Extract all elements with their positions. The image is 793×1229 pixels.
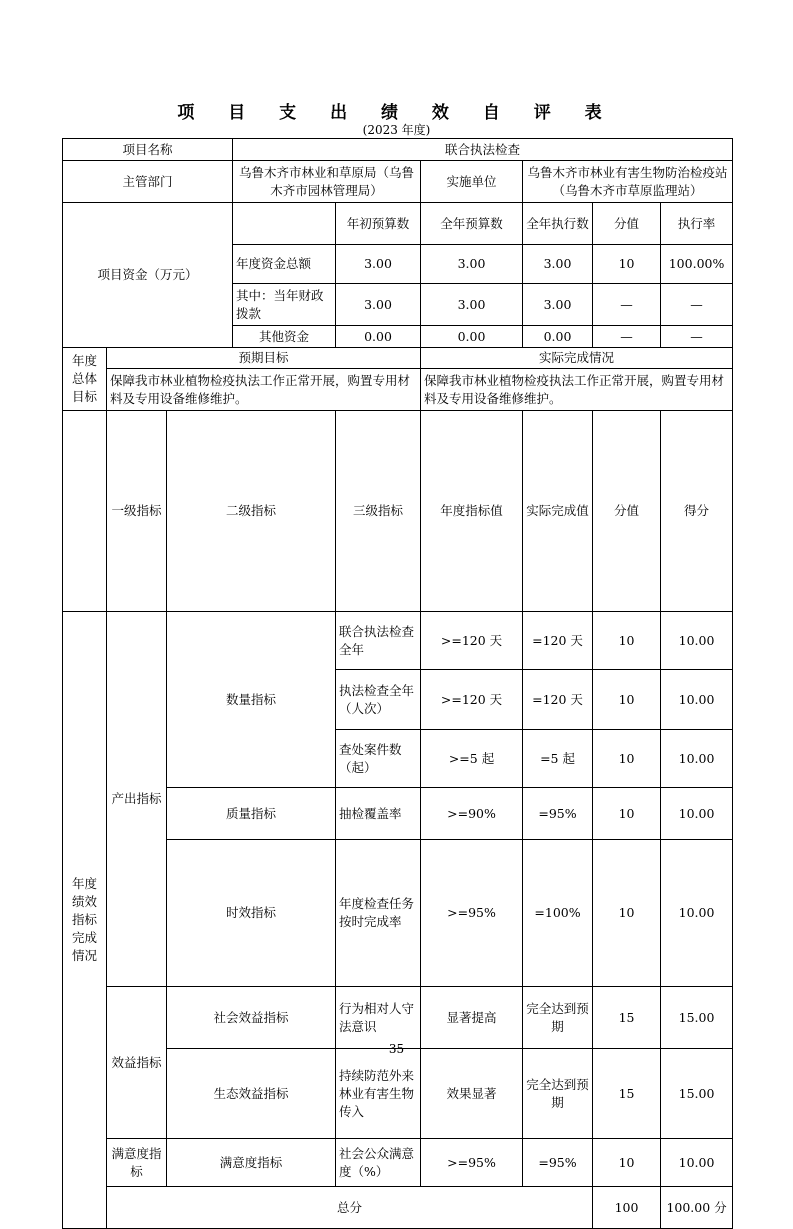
indicator-score: 15: [593, 987, 661, 1049]
indicator-target: 显著提高: [421, 987, 523, 1049]
indicator-score: 15: [593, 1049, 661, 1139]
indicator-actual: =120 天: [523, 670, 593, 730]
indicator-name: 持续防范外来林业有害生物传入: [336, 1049, 421, 1139]
indicator-name: 行为相对人守法意识: [336, 987, 421, 1049]
funds-header-blank: [233, 203, 336, 245]
funds-cell: 3.00: [421, 284, 523, 326]
indicator-actual: =120 天: [523, 612, 593, 670]
funds-header-cell: 全年预算数: [421, 203, 523, 245]
expected-goal-text: 保障我市林业植物检疫执法工作正常开展，购置专用材料及专用设备维修维护。: [107, 369, 421, 411]
page-title: 项 目 支 出 绩 效 自 评 表: [177, 103, 616, 123]
level2-satisfaction: 满意度指标: [167, 1139, 336, 1187]
indicator-got: 10.00: [661, 730, 733, 788]
indicator-got: 15.00: [661, 1049, 733, 1139]
indicator-score: 10: [593, 612, 661, 670]
dept-name: 乌鲁木齐市林业和草原局（乌鲁木齐市园林管理局）: [233, 161, 421, 203]
level1-benefit: 效益指标: [107, 987, 167, 1139]
indicator-got: 10.00: [661, 612, 733, 670]
funds-row-label: 其中：当年财政拨款: [233, 284, 336, 326]
level2-social: 社会效益指标: [167, 987, 336, 1049]
impl-unit-label: 实施单位: [421, 161, 523, 203]
funds-cell: 0.00: [421, 326, 523, 348]
indicator-header: 得分: [661, 411, 733, 612]
indicator-target: >=120 天: [421, 670, 523, 730]
actual-goal-text: 保障我市林业植物检疫执法工作正常开展，购置专用材料及专用设备维修维护。: [421, 369, 733, 411]
level1-output: 产出指标: [107, 612, 167, 987]
indicator-name: 年度检查任务按时完成率: [336, 840, 421, 987]
indicator-actual: =5 起: [523, 730, 593, 788]
impl-unit-name: 乌鲁木齐市林业有害生物防治检疫站（乌鲁木齐市草原监理站）: [523, 161, 733, 203]
page-subtitle: (2023 年度): [362, 123, 431, 137]
level2-quantity: 数量指标: [167, 612, 336, 788]
funds-cell: 3.00: [523, 245, 593, 284]
level1-satisfaction: 满意度指标: [107, 1139, 167, 1187]
total-label: 总分: [107, 1187, 593, 1229]
funds-cell: 3.00: [336, 245, 421, 284]
level2-ecology: 生态效益指标: [167, 1049, 336, 1139]
indicator-actual: =100%: [523, 840, 593, 987]
project-name: 联合执法检查: [233, 139, 733, 161]
indicator-name: 查处案件数（起）: [336, 730, 421, 788]
indicator-score: 10: [593, 670, 661, 730]
performance-table: [62, 138, 733, 1229]
funds-cell: 100.00%: [661, 245, 733, 284]
indicator-score: 10: [593, 840, 661, 987]
indicator-name: 社会公众满意度（%）: [336, 1139, 421, 1187]
funds-label: 项目资金（万元）: [63, 203, 233, 348]
indicator-header: 实际完成值: [523, 411, 593, 612]
indicator-target: >=95%: [421, 1139, 523, 1187]
indicator-got: 15.00: [661, 987, 733, 1049]
indicator-score: 10: [593, 730, 661, 788]
indicator-target: >=120 天: [421, 612, 523, 670]
actual-goal-label: 实际完成情况: [421, 348, 733, 369]
funds-header-cell: 年初预算数: [336, 203, 421, 245]
funds-header-cell: 分值: [593, 203, 661, 245]
funds-cell: —: [593, 284, 661, 326]
indicator-name: 抽检覆盖率: [336, 788, 421, 840]
funds-cell: —: [593, 326, 661, 348]
indicator-target: >=90%: [421, 788, 523, 840]
level2-timeliness: 时效指标: [167, 840, 336, 987]
indicator-target: >=5 起: [421, 730, 523, 788]
indicator-header-blank: [63, 411, 107, 612]
indicator-got: 10.00: [661, 670, 733, 730]
funds-row-label: 其他资金: [233, 326, 336, 348]
indicator-actual: =95%: [523, 788, 593, 840]
funds-cell: 0.00: [336, 326, 421, 348]
funds-cell: 0.00: [523, 326, 593, 348]
funds-cell: 3.00: [421, 245, 523, 284]
indicator-header: 一级指标: [107, 411, 167, 612]
indicator-target: 效果显著: [421, 1049, 523, 1139]
total-score: 100: [593, 1187, 661, 1229]
indicator-got: 10.00: [661, 1139, 733, 1187]
indicator-got: 10.00: [661, 788, 733, 840]
page-number: 35: [388, 1042, 405, 1056]
funds-cell: 3.00: [523, 284, 593, 326]
funds-row-label: 年度资金总额: [233, 245, 336, 284]
level2-quality: 质量指标: [167, 788, 336, 840]
funds-header-cell: 全年执行数: [523, 203, 593, 245]
indicator-header: 分值: [593, 411, 661, 612]
indicator-target: >=95%: [421, 840, 523, 987]
funds-cell: 3.00: [336, 284, 421, 326]
dept-label: 主管部门: [63, 161, 233, 203]
indicator-score: 10: [593, 1139, 661, 1187]
funds-cell: 10: [593, 245, 661, 284]
indicator-actual: =95%: [523, 1139, 593, 1187]
funds-header-cell: 执行率: [661, 203, 733, 245]
total-got: 100.00 分: [661, 1187, 733, 1229]
indicator-actual: 完全达到预期: [523, 987, 593, 1049]
indicator-header: 三级指标: [336, 411, 421, 612]
funds-cell: —: [661, 326, 733, 348]
expected-goal-label: 预期目标: [107, 348, 421, 369]
indicator-name: 联合执法检查全年: [336, 612, 421, 670]
goals-label: 年度总体目标: [63, 348, 107, 411]
indicator-name: 执法检查全年（人次）: [336, 670, 421, 730]
indicator-header: 年度指标值: [421, 411, 523, 612]
indicators-section-label: 年度绩效指标完成情况: [63, 612, 107, 1229]
indicator-actual: 完全达到预期: [523, 1049, 593, 1139]
funds-cell: —: [661, 284, 733, 326]
indicator-score: 10: [593, 788, 661, 840]
indicator-got: 10.00: [661, 840, 733, 987]
project-name-label: 项目名称: [63, 139, 233, 161]
indicator-header: 二级指标: [167, 411, 336, 612]
